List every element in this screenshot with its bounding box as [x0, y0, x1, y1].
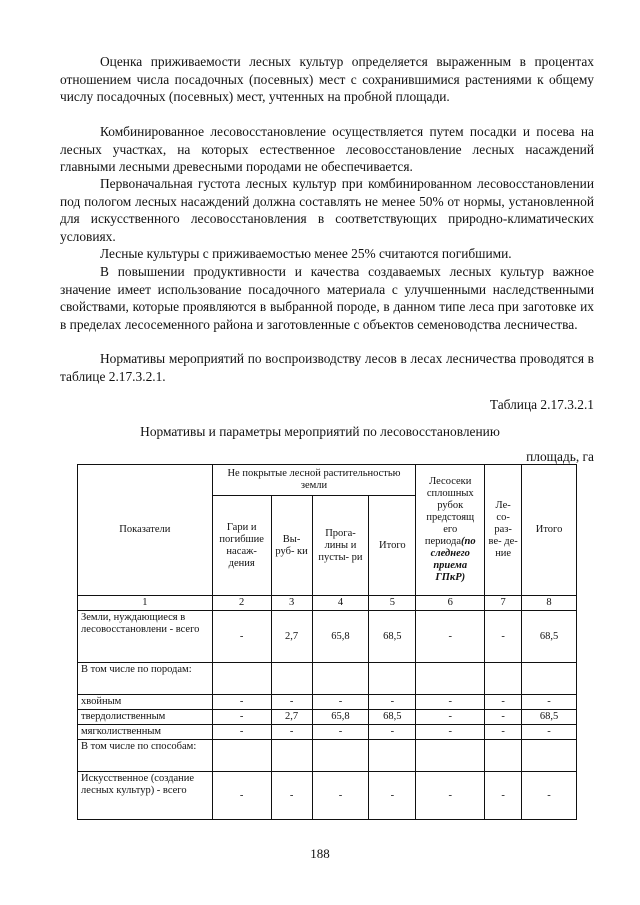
table-cell: -	[485, 772, 522, 820]
paragraph: Нормативы мероприятий по воспроизводству лесов в лесах лесничества проводятся в таблице 2.17.3.2.1.	[60, 351, 594, 384]
header-cutting-suffix: (по следнего приема ГПкР)	[430, 536, 476, 583]
table-cell: 68,5	[369, 611, 416, 663]
table-cell	[416, 740, 485, 772]
header-cutting-areas	[416, 465, 485, 596]
header-forest-roads: Ле- со- раз- ве- де- ние	[485, 465, 522, 596]
row-label: В том числе по способам:	[78, 740, 213, 772]
header-total: Итого	[522, 465, 577, 596]
table-title: Нормативы и параметры мероприятий по лесовосстановлению	[140, 424, 500, 439]
table-cell: 68,5	[522, 611, 577, 663]
table-cell: -	[312, 725, 369, 740]
table-cell: 68,5	[369, 710, 416, 725]
table-cell: -	[212, 725, 271, 740]
paragraph: Лесные культуры с приживаемостью менее 25% считаются погибшими.	[100, 246, 512, 261]
column-number: 3	[271, 596, 312, 611]
table-cell	[416, 663, 485, 695]
row-label: В том числе по породам:	[78, 663, 213, 695]
header-glades: Прога- лины и пусты- ри	[312, 496, 369, 596]
unit-label: площадь, га	[526, 449, 594, 464]
table-cell: -	[522, 695, 577, 710]
table-cell: -	[212, 695, 271, 710]
table-cell	[312, 740, 369, 772]
table-cell: -	[312, 772, 369, 820]
table-label: Таблица 2.17.3.2.1	[489, 397, 594, 412]
column-number: 6	[416, 596, 485, 611]
table-cell	[312, 663, 369, 695]
table-row	[78, 772, 577, 820]
table-header-row	[78, 465, 577, 496]
header-indicator: Показатели	[78, 465, 213, 596]
table-cell	[485, 740, 522, 772]
table-row	[78, 710, 577, 725]
table-row	[78, 740, 577, 772]
table-row	[78, 663, 577, 695]
column-number: 7	[485, 596, 522, 611]
row-label: твердолиственным	[78, 710, 213, 725]
table-cell: -	[416, 710, 485, 725]
table-cell	[522, 663, 577, 695]
table-cell: -	[369, 695, 416, 710]
table-cell: -	[416, 611, 485, 663]
table-cell: -	[416, 772, 485, 820]
table-cell: -	[212, 772, 271, 820]
table-cell: 65,8	[312, 710, 369, 725]
table-cell: -	[212, 611, 271, 663]
table-cell	[369, 663, 416, 695]
table-cell: 68,5	[522, 710, 577, 725]
paragraph: Первоначальная густота лесных культур при комбинированном лесовосстановлении под пологом лесных насаждений должна составлять не менее 50% от нормы, установленной для искусственного лесовосстановления в соответствующих природно-климатических условиях.	[60, 176, 594, 244]
table-cell: 2,7	[271, 710, 312, 725]
column-number: 4	[312, 596, 369, 611]
table-cell	[369, 740, 416, 772]
row-label: Искусственное (создание лесных культур) - всего	[78, 772, 213, 820]
column-number: 1	[78, 596, 213, 611]
table-cell: -	[271, 725, 312, 740]
row-label: мягколиственным	[78, 725, 213, 740]
table-cell: -	[485, 695, 522, 710]
table-cell: -	[485, 710, 522, 725]
table-cell: -	[522, 725, 577, 740]
table-cell: -	[522, 772, 577, 820]
paragraph: Оценка приживаемости лесных культур определяется выраженным в процентах отношением числа посадочных (посевных) мест с сохранившимися растениями к общему числу посадочных (посевных) мест, учтенных на пробной площади.	[60, 54, 594, 104]
table-cell: -	[369, 725, 416, 740]
row-label: хвойным	[78, 695, 213, 710]
table-cell	[271, 740, 312, 772]
table-cell: -	[369, 772, 416, 820]
header-group-unforested: Не покрытые лесной растительностью земли	[212, 465, 416, 496]
table-cell: -	[312, 695, 369, 710]
column-number: 5	[369, 596, 416, 611]
table-row	[78, 695, 577, 710]
table-cell: -	[485, 611, 522, 663]
header-clearings: Вы- руб- ки	[271, 496, 312, 596]
table-cell	[212, 663, 271, 695]
table-cell: -	[416, 725, 485, 740]
table-cell: -	[271, 695, 312, 710]
column-number-row	[78, 596, 577, 611]
norms-table	[77, 464, 577, 820]
table-cell: 65,8	[312, 611, 369, 663]
table-cell: -	[485, 725, 522, 740]
paragraph: Комбинированное лесовосстановление осуществляется путем посадки и посева на лесных участках, на которых естественное лесовосстановление лесных насаждений главными лесными древесными породами не обеспечивается.	[60, 124, 594, 174]
header-burned: Гари и погибшие насаж- дения	[212, 496, 271, 596]
table-cell	[522, 740, 577, 772]
table-cell: -	[416, 695, 485, 710]
row-label: Земли, нуждающиеся в лесовосстановлени - всего	[78, 611, 213, 663]
table-cell: -	[212, 710, 271, 725]
column-number: 2	[212, 596, 271, 611]
table-cell	[271, 663, 312, 695]
table-cell: 2,7	[271, 611, 312, 663]
column-number: 8	[522, 596, 577, 611]
paragraph: В повышении продуктивности и качества создаваемых лесных культур важное значение имеет использование посадочного материала с улучшенными наследственными свойствами, которые проявляются в выбранной породе, в данном типе леса при заготовке их в пределах лесосеменного района и заготовленные с объектов семеноводства лесничества.	[60, 264, 594, 332]
header-subtotal: Итого	[369, 496, 416, 596]
page-number: 188	[310, 846, 330, 861]
table-cell: -	[271, 772, 312, 820]
table-row	[78, 725, 577, 740]
header-cutting-prefix: Лесосеки сплошных рубок предстоящ его периода	[424, 476, 475, 547]
table-cell	[485, 663, 522, 695]
table-row	[78, 611, 577, 663]
table-cell	[212, 740, 271, 772]
